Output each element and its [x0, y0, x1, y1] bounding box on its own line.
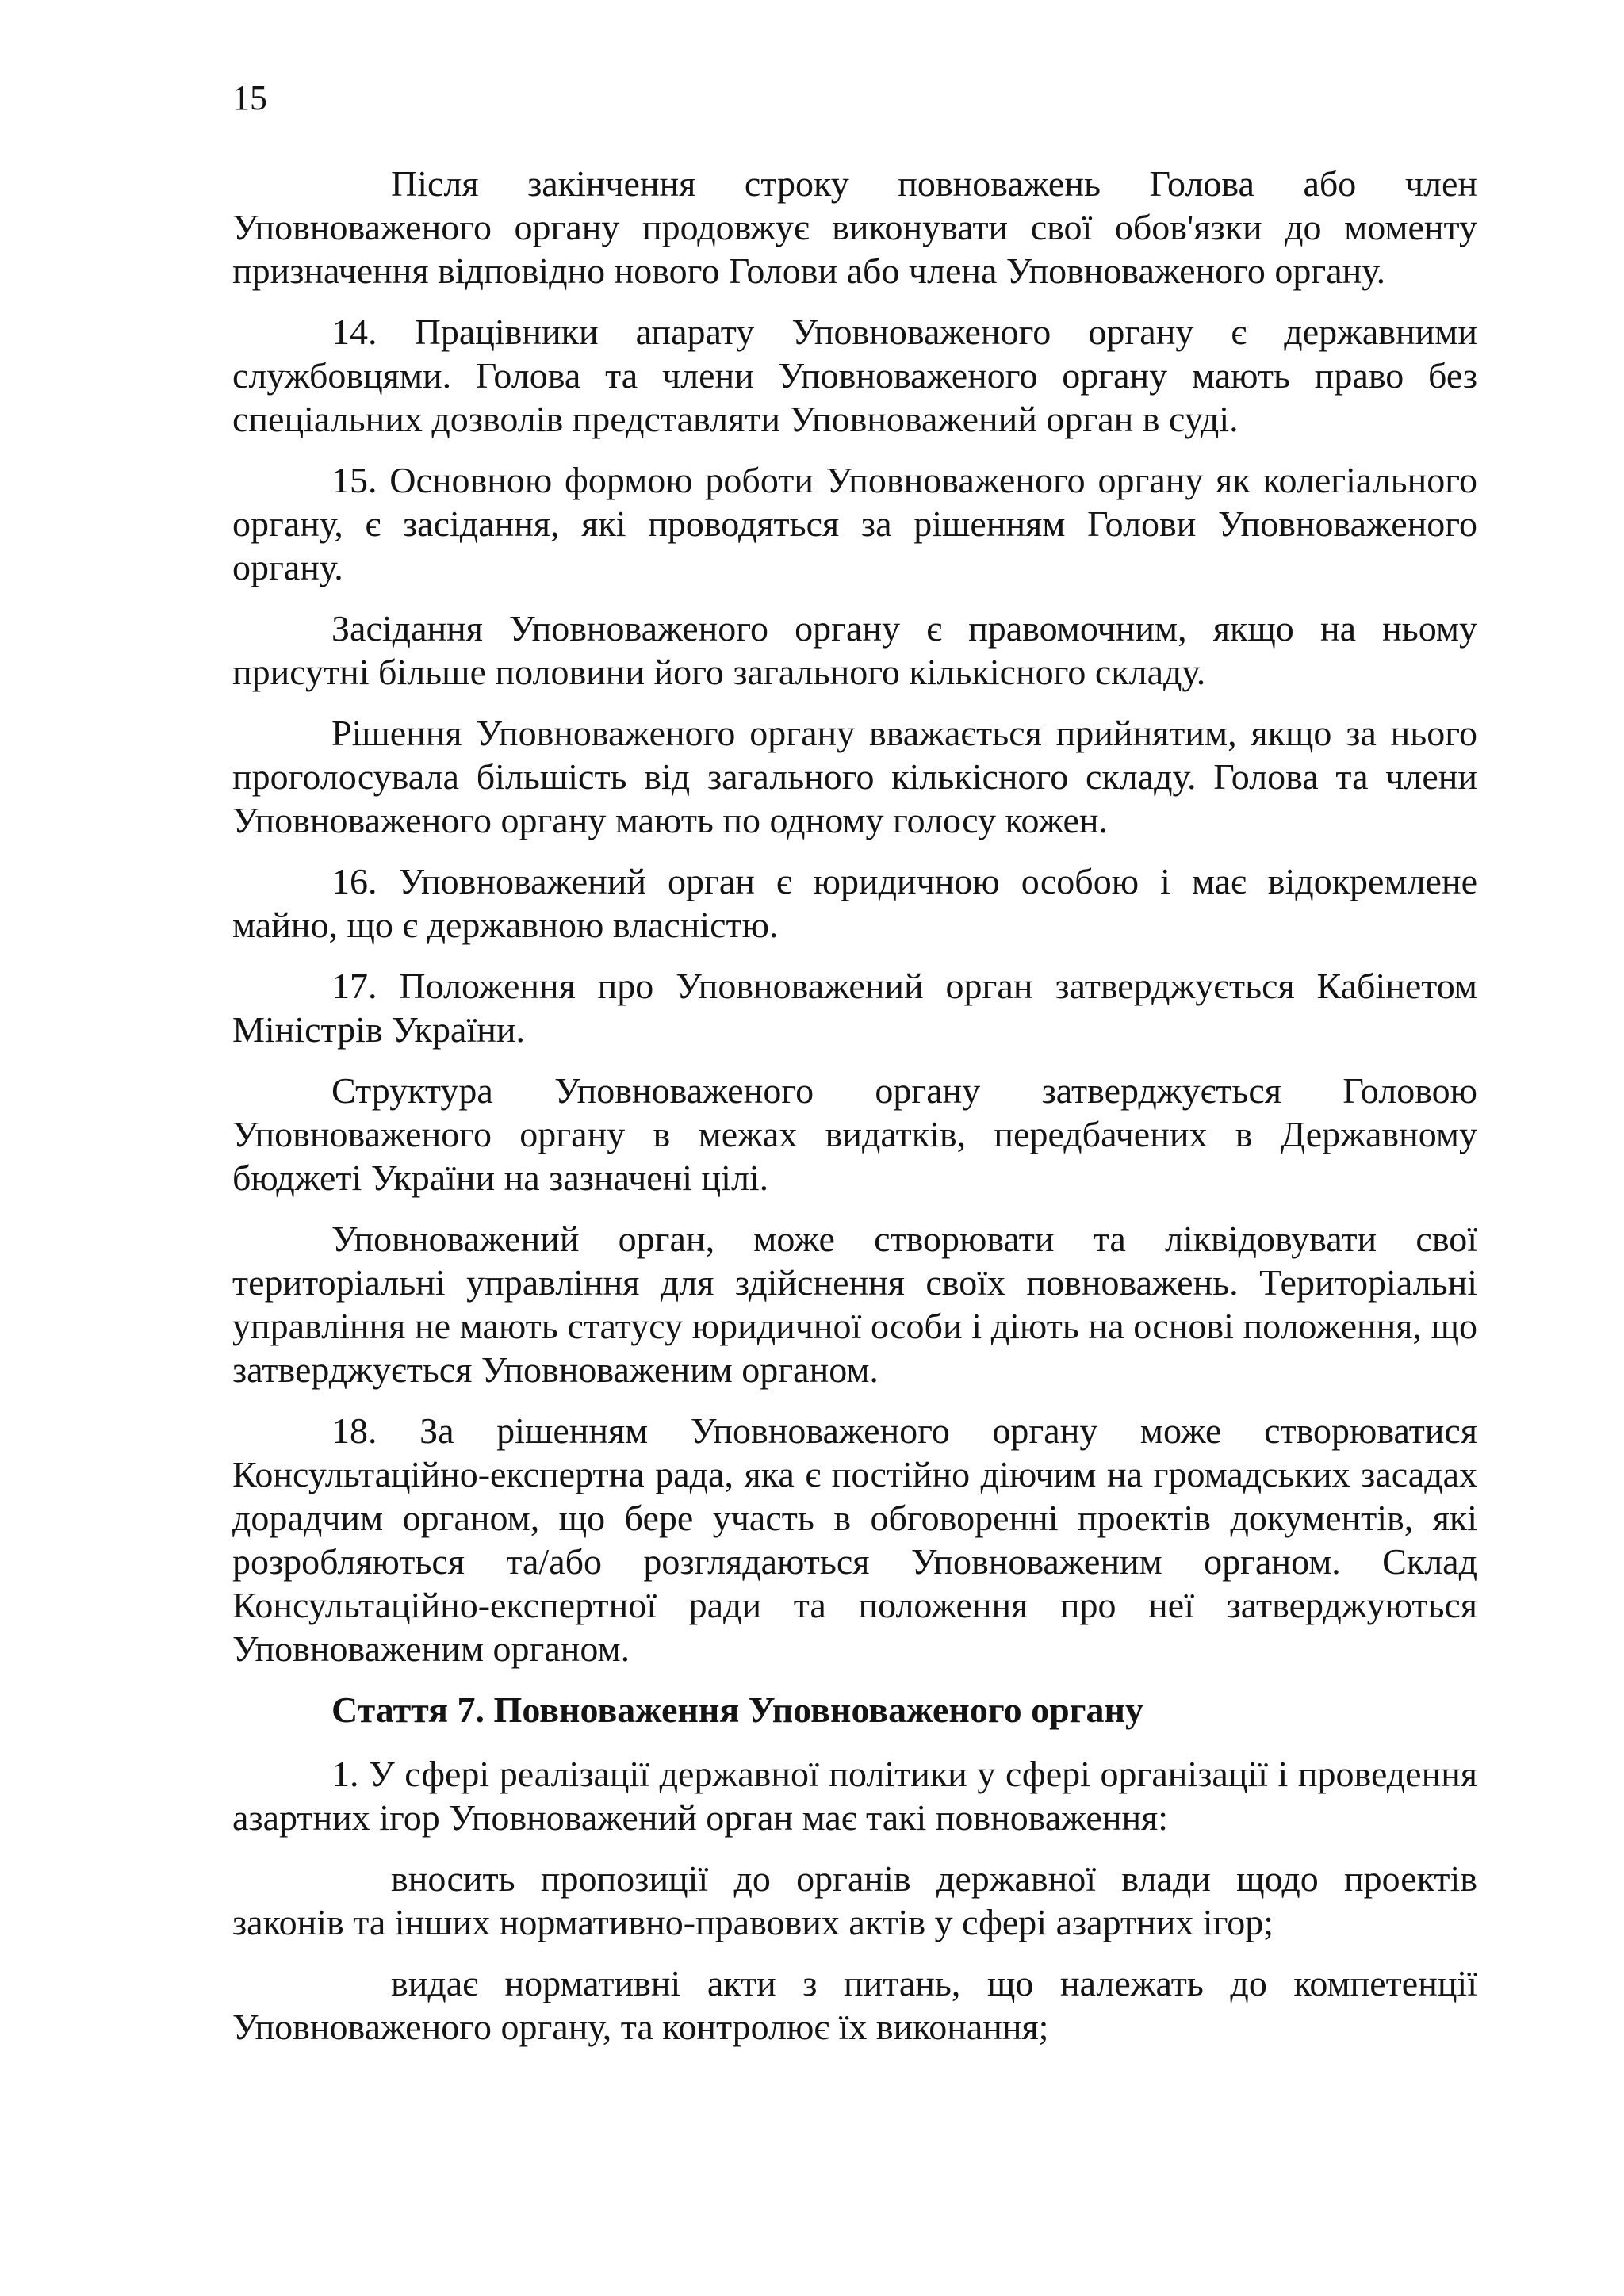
article-7-power-proposals: вносить пропозиції до органів державної влади щодо проектів законів та інших нормативно-правових актів у сфері азартних ігор;	[232, 1858, 1477, 1942]
paragraph-16-legal-entity: 16. Уповноважений орган є юридичною особою і має відокремлене майно, що є державною власністю.	[232, 861, 1477, 945]
article-7-item-1: 1. У сфері реалізації державної політики у сфері організації і проведення азартних ігор Уповноважений орган має такі повноваження:	[232, 1754, 1477, 1838]
document-body	[232, 162, 1477, 2066]
paragraph-term-expiry: Після закінчення строку повноважень Голова або член Уповноваженого органу продовжує виконувати свої обов'язки до моменту призначення відповідно нового Голови або члена Уповноваженого органу.	[232, 163, 1477, 291]
paragraph-14-staff: 14. Працівники апарату Уповноваженого органу є державними службовцями. Голова та члени Уповноваженого органу мають право без спеціальних дозволів представляти Уповноважений орган в суді.	[232, 312, 1477, 439]
paragraph-17-regulation: 17. Положення про Уповноважений орган затверджується Кабінетом Міністрів України.	[232, 966, 1477, 1050]
paragraph-territorial-units: Уповноважений орган, може створювати та ліквідовувати свої територіальні управління для здійснення своїх повноважень. Територіальні управління не мають статусу юридичної особи і діють на основі положення, що затверджується Уповноваженим органом.	[232, 1219, 1477, 1390]
paragraph-decisions: Рішення Уповноваженого органу вважається прийнятим, якщо за нього проголосувала більшість від загального кількісного складу. Голова та члени Уповноваженого органу мають по одному голосу кожен.	[232, 713, 1477, 840]
page-number: 15	[232, 78, 267, 117]
paragraph-18-advisory-council: 18. За рішенням Уповноваженого органу може створюватися Консультаційно-експертна рада, яка є постійно діючим на громадських засадах дорадчим органом, що бере участь в обговоренні проектів документів, які розробляються та/або розглядаються Уповноваженим органом. Склад Консультаційно-експертної ради та положення про неї затверджуються Уповноваженим органом.	[232, 1410, 1477, 1669]
paragraph-15-meetings: 15. Основною формою роботи Уповноваженого органу як колегіального органу, є засідання, які проводяться за рішенням Голови Уповноваженого органу.	[232, 460, 1477, 587]
paragraph-structure: Структура Уповноваженого органу затверджується Головою Уповноваженого органу в межах видатків, передбачених в Державному бюджеті України на зазначені цілі.	[232, 1070, 1477, 1198]
article-7-power-normative-acts: видає нормативні акти з питань, що належать до компетенції Уповноваженого органу, та контролює їх виконання;	[232, 1963, 1477, 2047]
paragraph-quorum: Засідання Уповноваженого органу є правомочним, якщо на ньому присутні більше половини його загального кількісного складу.	[232, 608, 1477, 692]
article-7-heading: Стаття 7. Повноваження Уповноваженого органу	[331, 1689, 1144, 1730]
